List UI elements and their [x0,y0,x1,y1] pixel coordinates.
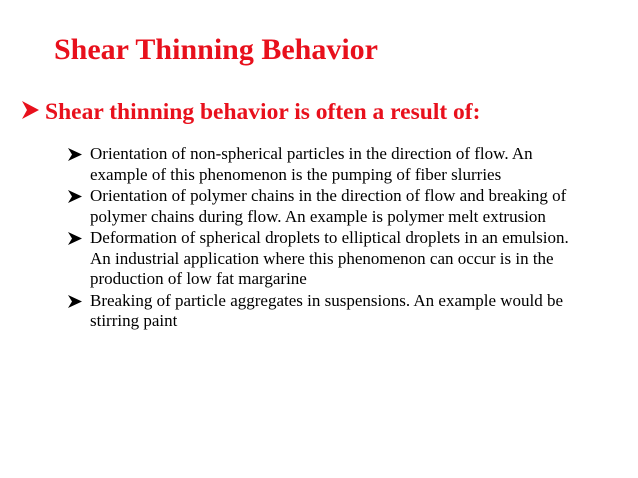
arrowhead-bullet-icon [68,232,82,245]
list-item [66,228,586,290]
list-item [66,291,586,332]
list-item-text: Breaking of particle aggregates in suspensions. An example would be stirring paint [90,290,564,330]
list-item [66,186,586,227]
arrowhead-bullet-icon [68,148,82,161]
list-item-text: Orientation of polymer chains in the direction of flow and breaking of polymer chains during flow. An example is polymer melt extrusion [90,186,567,226]
lead-text: Shear thinning behavior is often a result of: [45,99,481,125]
arrowhead-bullet-icon [22,101,39,119]
list-item [66,144,586,185]
lead-bullet [22,97,632,127]
list-item-text: Orientation of non-spherical particles in the direction of flow. An example of this phenomenon is the pumping of fiber slurries [90,144,533,184]
arrowhead-bullet-icon [68,295,82,308]
arrowhead-bullet-icon [68,190,82,203]
sub-bullet-list [66,144,586,332]
slide-title: Shear Thinning Behavior [54,33,378,66]
list-item-text: Deformation of spherical droplets to elliptical droplets in an emulsion. An industrial application where this phenomenon can occur is in the production of low fat margarine [90,228,569,288]
